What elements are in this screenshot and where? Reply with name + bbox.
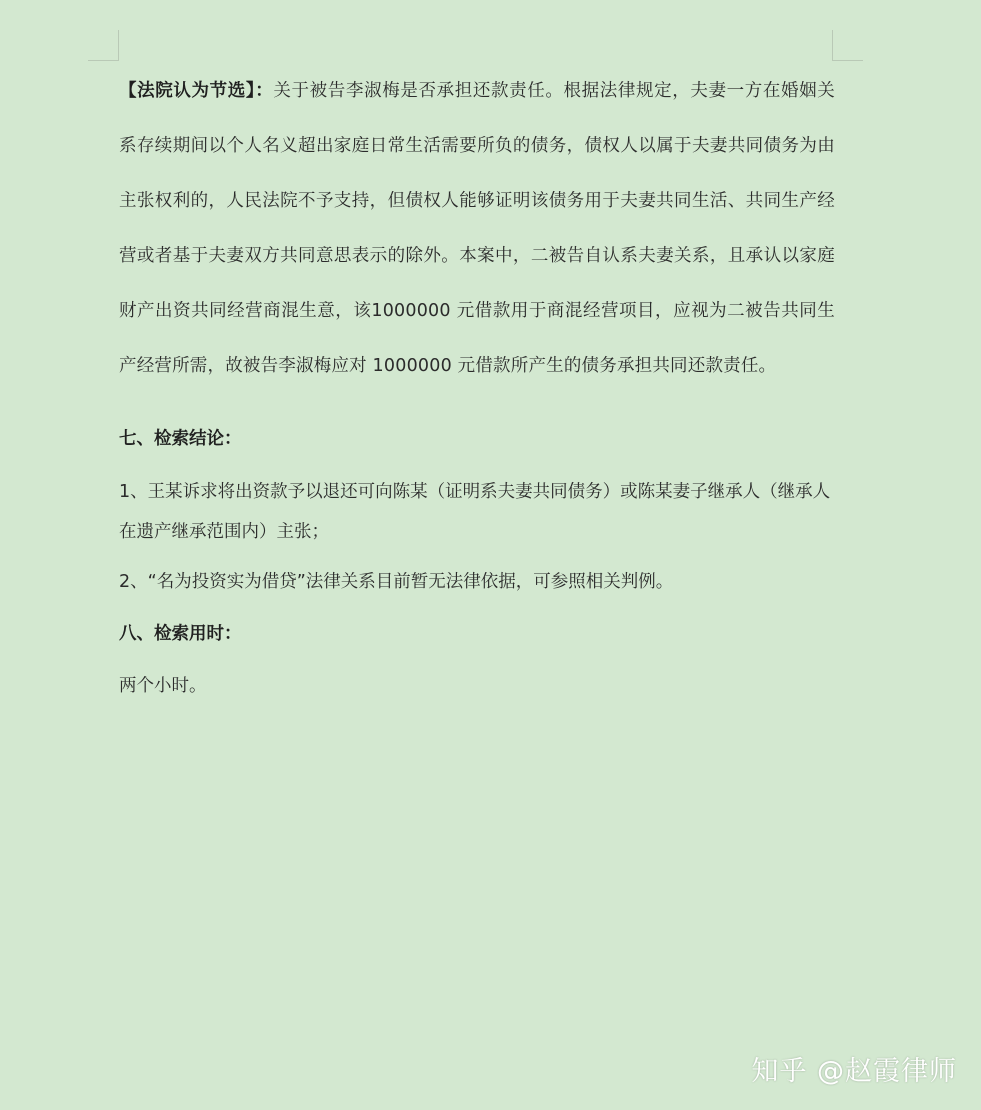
zhihu-watermark: 知乎 @赵霞律师: [751, 1056, 957, 1087]
court-opinion-text: 关于被告李淑梅是否承担还款责任。根据法律规定，夫妻一方在婚姻关系存续期间以个人名义超出家庭日常生活需要所负的债务，债权人以属于夫妻共同债务为由主张权利的，人民法院不予支持，但债权人能够证明该债务用于夫妻共同生活、共同生产经营或者基于夫妻双方共同意思表示的除外。本案中，二被告自认系夫妻关系，且承认以家庭财产出资共同经营商混生意，该1000000 元借款用于商混经营项目，应视为二被告共同生产经营所需，故被告李淑梅应对 1000000 元借款所产生的债务承担共同还款责任。: [119, 81, 835, 376]
section-7-heading: 七、检索结论：: [119, 429, 242, 449]
search-time-text: 两个小时。: [119, 676, 207, 696]
page-corner-mark-top-right: [832, 30, 863, 61]
conclusion-item-2: 2、“名为投资实为借贷”法律关系目前暂无法律依据，可参照相关判例。: [119, 572, 674, 592]
conclusion-item-1: 1、王某诉求将出资款予以退还可向陈某（证明系夫妻共同债务）或陈某妻子继承人（继承人在遗产继承范围内）主张；: [119, 482, 831, 542]
section-8-heading: 八、检索用时：: [119, 624, 242, 644]
document-content: [119, 64, 835, 706]
court-opinion-paragraph: [119, 64, 835, 394]
court-opinion-label: 【法院认为节选】：: [119, 81, 274, 101]
page-corner-mark-top-left: [88, 30, 119, 61]
